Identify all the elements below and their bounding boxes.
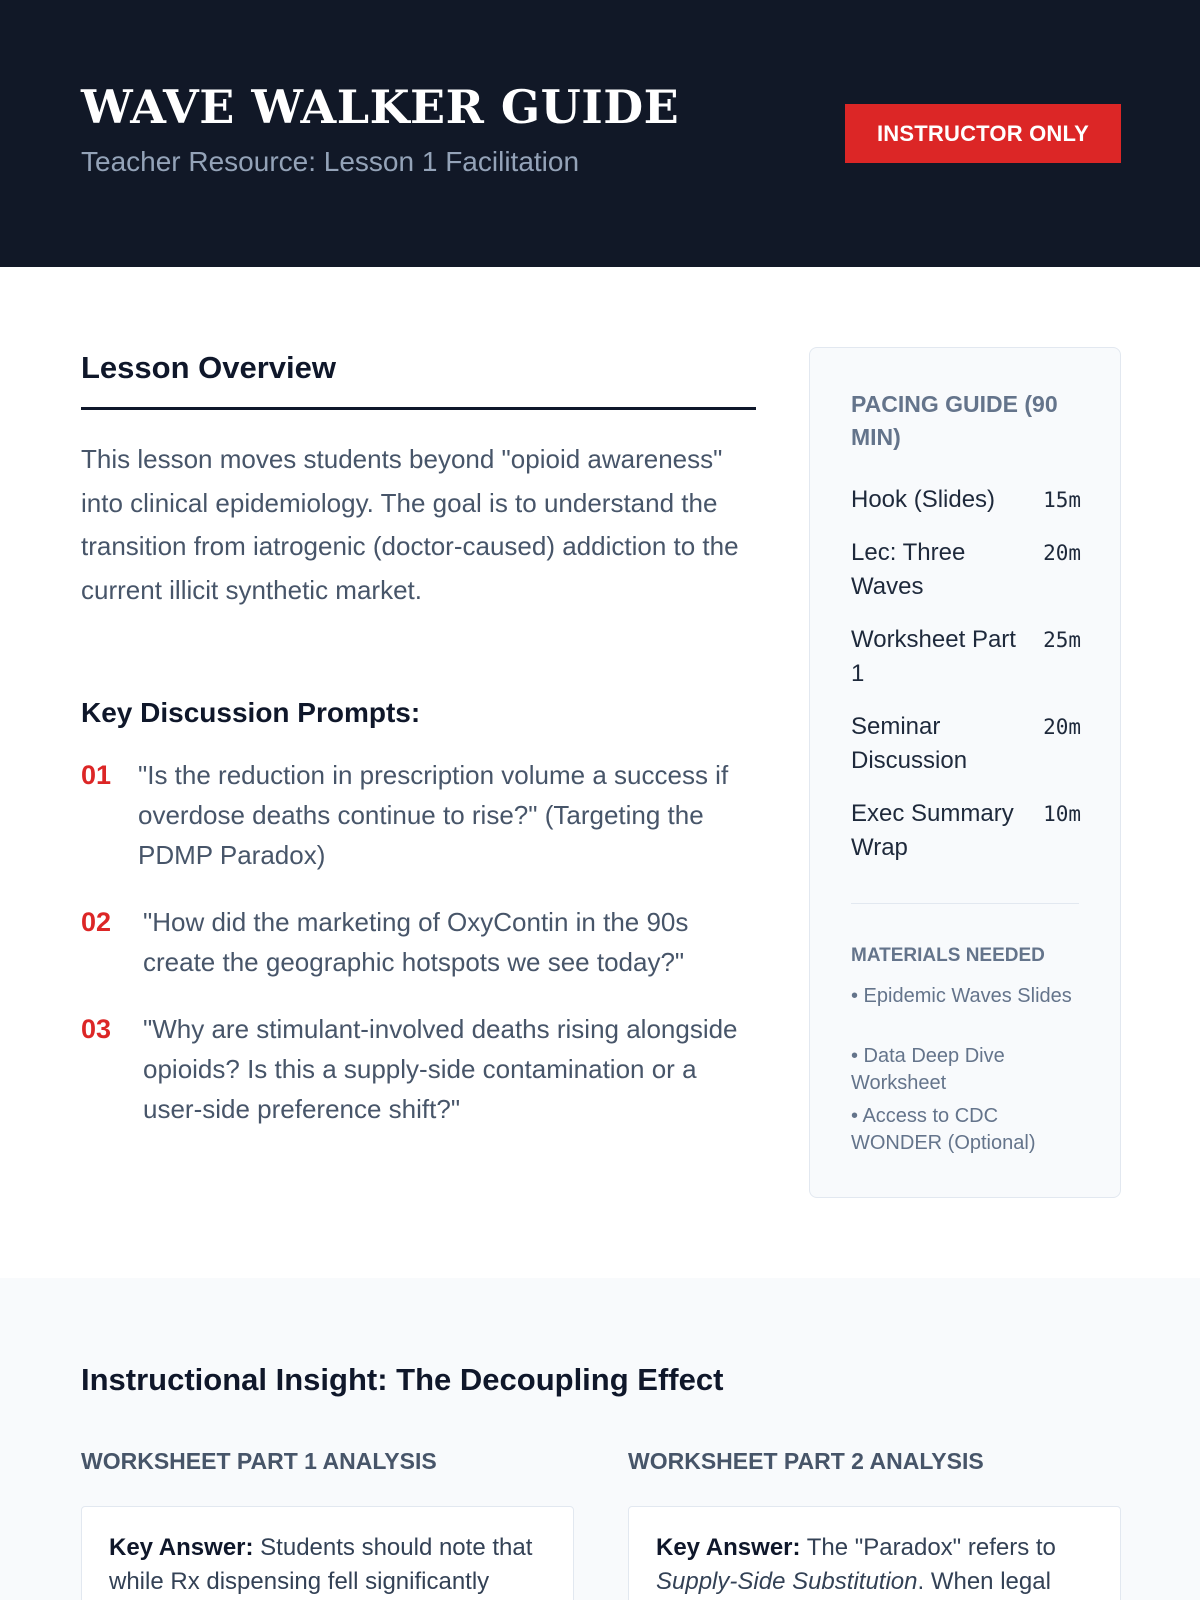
pacing-activity: Worksheet Part 1 bbox=[851, 626, 1016, 687]
lesson-overview-text: This lesson moves students beyond "opioid awareness" into clinical epidemiology. The goal is to understand the transition from iatrogenic (doctor-caused) addiction to the current illicit synthetic market. bbox=[81, 444, 739, 605]
page-header bbox=[0, 0, 1200, 267]
instructional-insight-section bbox=[0, 1278, 1200, 1600]
card-divider bbox=[851, 903, 1079, 904]
discussion-prompt bbox=[81, 1009, 761, 1129]
key-answer-label: Key Answer: bbox=[656, 1534, 801, 1561]
prompt-text: "Why are stimulant-involved deaths rising alongside opioids? Is this a supply-side contamination or a user-side preference shift?" bbox=[143, 1014, 738, 1124]
heading-divider bbox=[81, 407, 756, 410]
discussion-prompts-heading: Key Discussion Prompts: bbox=[81, 697, 421, 728]
material-item: • Epidemic Waves Slides bbox=[851, 985, 1072, 1007]
key-answer-label: Key Answer: bbox=[109, 1534, 254, 1561]
key-answer-text: . When legal bbox=[917, 1568, 1051, 1595]
worksheet-part2-answer bbox=[656, 1531, 1096, 1599]
material-item: • Access to CDC WONDER (Optional) bbox=[851, 1105, 1036, 1154]
pacing-duration: 10m bbox=[1043, 802, 1081, 826]
pacing-duration: 15m bbox=[1043, 488, 1081, 512]
worksheet-part1-answer bbox=[109, 1531, 549, 1599]
pacing-activity: Hook (Slides) bbox=[851, 486, 996, 513]
material-item: • Data Deep Dive Worksheet bbox=[851, 1045, 1005, 1094]
key-answer-text: Students should note that while Rx dispensing fell significantly bbox=[109, 1534, 533, 1595]
lesson-overview-heading: Lesson Overview bbox=[81, 350, 337, 385]
pacing-activity: Seminar Discussion bbox=[851, 713, 968, 774]
pacing-activity: Exec Summary Wrap bbox=[851, 800, 1014, 861]
page-subtitle: Teacher Resource: Lesson 1 Facilitation bbox=[81, 146, 580, 177]
worksheet-part1-card bbox=[81, 1506, 574, 1600]
pacing-duration: 25m bbox=[1043, 628, 1081, 652]
prompt-number: 03 bbox=[81, 1014, 112, 1044]
prompt-text: "How did the marketing of OxyContin in the 90s create the geographic hotspots we see today?" bbox=[143, 907, 689, 977]
pacing-duration: 20m bbox=[1043, 541, 1081, 565]
key-answer-text: The "Paradox" refers to bbox=[800, 1534, 1056, 1561]
prompt-text: "Is the reduction in prescription volume a success if overdose deaths continue to rise?" (Targeting the PDMP Paradox) bbox=[138, 760, 729, 870]
materials-heading: MATERIALS NEEDED bbox=[851, 945, 1045, 966]
pacing-guide-card bbox=[809, 347, 1121, 1198]
insight-heading: Instructional Insight: The Decoupling Effect bbox=[81, 1362, 724, 1397]
discussion-prompt bbox=[81, 902, 761, 982]
worksheet-part2-heading: WORKSHEET PART 2 ANALYSIS bbox=[628, 1448, 984, 1474]
instructor-only-badge: INSTRUCTOR ONLY bbox=[845, 104, 1121, 163]
key-answer-emphasis: Supply-Side Substitution bbox=[656, 1568, 918, 1595]
pacing-activity: Lec: Three Waves bbox=[851, 539, 966, 600]
discussion-prompt bbox=[81, 755, 761, 875]
worksheet-part1-heading: WORKSHEET PART 1 ANALYSIS bbox=[81, 1448, 437, 1474]
page-title: WAVE WALKER GUIDE bbox=[81, 80, 680, 134]
prompt-number: 01 bbox=[81, 760, 112, 790]
pacing-duration: 20m bbox=[1043, 715, 1081, 739]
worksheet-part2-card bbox=[628, 1506, 1121, 1600]
prompt-number: 02 bbox=[81, 907, 112, 937]
pacing-guide-title: PACING GUIDE (90 MIN) bbox=[851, 391, 1058, 450]
